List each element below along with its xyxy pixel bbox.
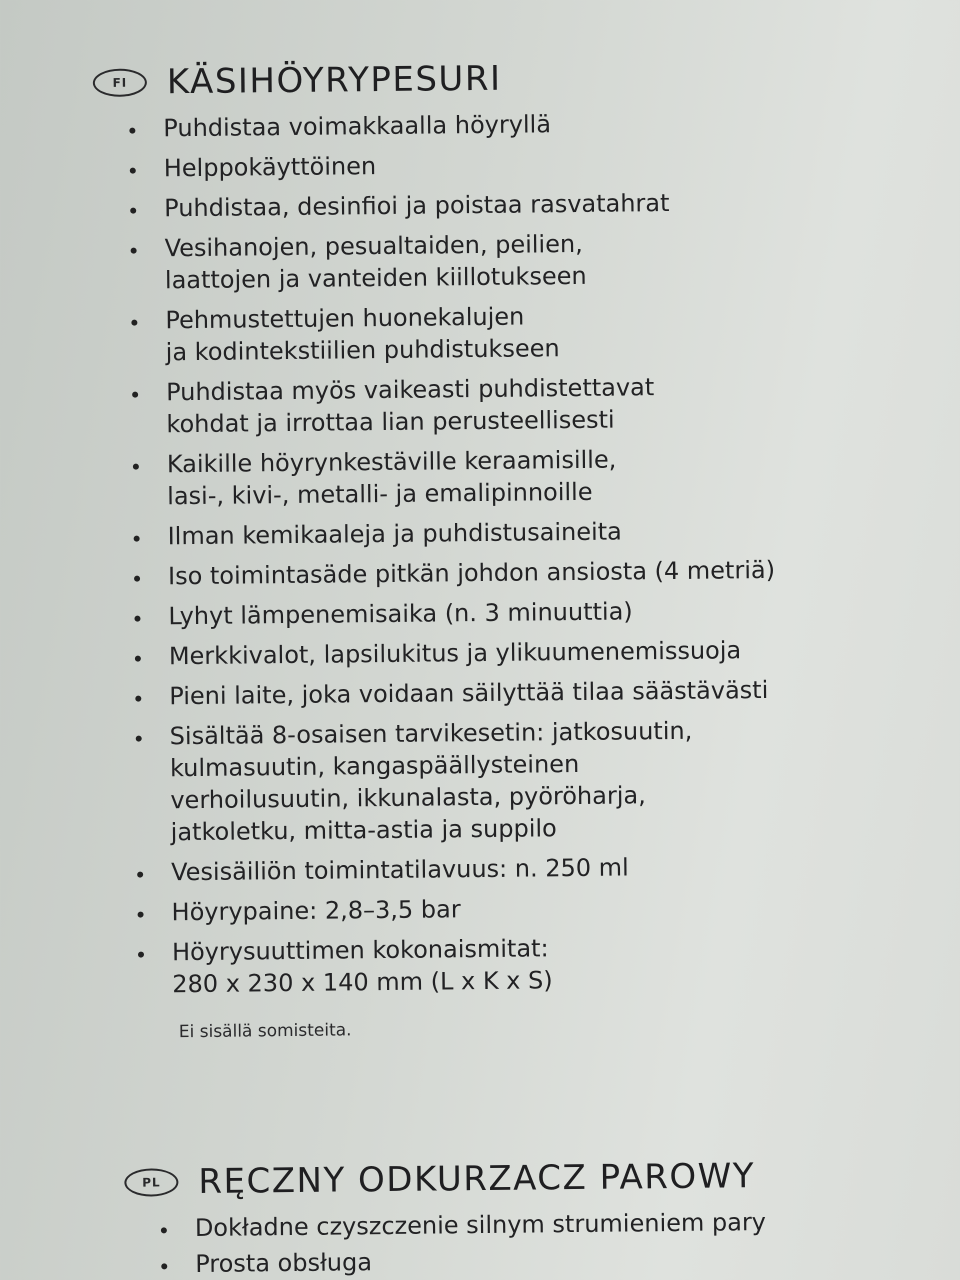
list-item: [171, 848, 941, 888]
list-item: [164, 224, 935, 296]
list-item-line: kohdat ja irrottaa lian perusteellisesti: [166, 405, 615, 439]
list-item: [167, 512, 937, 552]
list-item-line: kulmasuutin, kangaspäällysteinen: [169, 749, 580, 783]
list-item-line: laattojen ja vanteiden kiillotukseen: [164, 261, 587, 295]
list-item-line: Iso toimintasäde pitkän johdon ansiosta (4 metriä): [167, 555, 776, 591]
section-title: KÄSIHÖYRYPESURI: [166, 58, 502, 103]
list-item-line: Merkkivalot, lapsilukitus ja ylikuumenemissuoja: [168, 636, 742, 671]
list-item-line: Vesihanojen, pesualtaiden, peilien,: [164, 229, 583, 263]
list-item-line: Puhdistaa myös vaikeasti puhdistettavat: [165, 373, 655, 407]
footnote: Ei sisällä somisteita.: [178, 1020, 352, 1043]
list-item-line: Ilman kemikaaleja ja puhdistusaineita: [167, 517, 622, 551]
list-item: [164, 144, 934, 184]
list-item: [163, 104, 933, 144]
list-item-line: Höyrysuuttimen kokonaismitat:: [171, 934, 549, 967]
list-item-line: lasi-, kivi-, metalli- ja emalipinnoille: [167, 477, 593, 511]
section-finnish: [93, 50, 943, 1043]
list-item: [172, 928, 943, 1000]
list-item: [195, 1204, 960, 1244]
list-item: [167, 440, 938, 512]
list-item-line: verhoilusuutin, ikkunalasta, pyöröharja,: [170, 781, 646, 815]
list-item: [169, 672, 939, 712]
list-item: [171, 888, 941, 928]
list-item-line: 280 x 230 x 140 mm (L x K x S): [172, 966, 553, 999]
list-item-line: Helppokäyttöinen: [163, 152, 377, 183]
section-title: RĘCZNY ODKURZACZ PAROWY: [198, 1156, 756, 1202]
list-item-line: Dokładne czyszczenie silnym strumieniem pary: [194, 1208, 767, 1243]
language-badge-pl: PL: [124, 1168, 178, 1197]
section-heading: [93, 50, 933, 107]
list-item: [170, 712, 941, 848]
list-item-line: Pieni laite, joka voidaan säilyttää tilaa säästävästi: [169, 675, 769, 711]
list-item-line: Sisältää 8-osaisen tarvikesetin: jatkosuutin,: [169, 716, 693, 751]
section-polish: [124, 1150, 960, 1280]
list-item-line: Pehmustettujen huonekalujen: [165, 302, 525, 335]
language-badge-fi: FI: [93, 68, 147, 97]
list-item-line: Kaikille höyrynkestäville keraamisille,: [166, 445, 617, 479]
list-item-line: Vesisäiliön toimintatilavuus: n. 250 ml: [170, 853, 629, 887]
list-item: [164, 184, 934, 224]
list-item-line: Höyrypaine: 2,8–3,5 bar: [171, 895, 461, 927]
list-item-line: Prosta obsługa: [195, 1248, 373, 1279]
list-item-line: Lyhyt lämpenemisaika (n. 3 minuuttia): [168, 597, 633, 631]
list-item: [168, 552, 938, 592]
list-item-line: jatkoletku, mitta-astia ja suppilo: [170, 814, 557, 847]
list-item: [169, 632, 939, 672]
list-item: [168, 592, 938, 632]
list-item-line: Puhdistaa voimakkaalla höyryllä: [163, 110, 552, 143]
feature-list: [93, 104, 942, 1001]
list-item-line: Puhdistaa, desinfioi ja poistaa rasvatahrat: [164, 189, 670, 223]
list-item: [166, 368, 937, 440]
section-heading: [124, 1150, 960, 1207]
list-item: [195, 1240, 960, 1280]
list-item-line: ja kodintekstiilien puhdistukseen: [165, 334, 560, 367]
list-item: [165, 296, 936, 368]
feature-list: [125, 1204, 960, 1280]
